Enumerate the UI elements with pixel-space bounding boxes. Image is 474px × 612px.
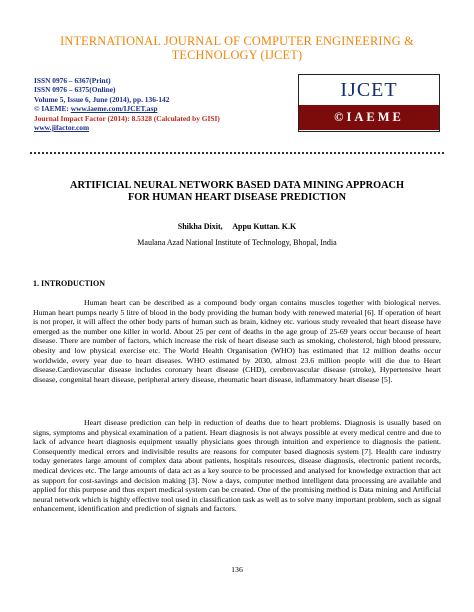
iaeme-prefix: © IAEME: — [34, 104, 71, 114]
intro-paragraph-1: Human heart can be described as a compound body organ contains muscles together with biological nerves. Human heart pumps nearly 5 litre of blood in the body providing the human body with renewed material [6]. If operation of heart is not proper, it will affect the other body parts of human such as brain, kidney etc. various study revealed that heart disease have emerged as the number one killer in world. About 25 per cent of deaths in the age group of 25-69 years occur because of heart disease. There are number of factors, which increase the risk of heart disease such as smoking, cholesterol, high blood pressure, obesity and low physical exercise etc. The World Health Organisation (WHO) has estimated that 12 million deaths occur worldwide, every year due to heart diseases. WHO estimated by 2030, almost 23.6 million people will die due to Heart disease.Cardiovascular disease includes coronary heart disease (CHD), cerebrovascular disease (stroke), Hypertensive heart disease, congenital heart disease, peripheral artery disease, rheumatic heart disease, inflammatory heart disease [5]. — [33, 298, 441, 384]
section-heading: 1. INTRODUCTION — [33, 279, 106, 288]
iaeme-link[interactable]: www.iaeme.com/IJCET.asp — [70, 104, 158, 114]
iaeme-line — [34, 104, 220, 113]
issn-online: ISSN 0976 – 6375(Online) — [34, 85, 116, 95]
logo-top-text: IJCET — [299, 75, 439, 105]
volume-info: Volume 5, Issue 6, June (2014), pp. 136-142 — [34, 94, 170, 104]
journal-title-line1: INTERNATIONAL JOURNAL OF COMPUTER ENGINEERING & — [60, 34, 414, 48]
paper-title-line2: FOR HUMAN HEART DISEASE PREDICTION — [128, 191, 346, 203]
impact-factor: Journal Impact Factor (2014): 8.5328 (Calculated by GISI) — [34, 113, 220, 123]
issn-print: ISSN 0976 – 6367(Print) — [34, 76, 111, 85]
paper-title-line1: ARTIFICIAL NEURAL NETWORK BASED DATA MINING APPROACH — [70, 180, 404, 191]
page-number: 136 — [231, 565, 243, 574]
ijcet-logo — [298, 74, 440, 132]
jifactor-link[interactable]: www.jifactor.com — [34, 123, 90, 133]
logo-bottom-text: ©IAEME — [299, 105, 439, 130]
dotted-divider — [30, 152, 444, 154]
journal-title — [0, 34, 474, 62]
intro-paragraph-2: Heart disease prediction can help in reduction of deaths due to heart problems. Diagnosis is usually based on signs, symptoms and physical examination of a patient. Heart diagnosis is not always possible at every medical centre and due to lack of advance heart diagnosis equipment usually physicians goes through intuition and experience to diagnosis the patient. Consequently medical errors and indivisible results are reasons for computer based diagnosis system [7]. Health care industry today generates large amount of complex data about patients, hospitals resources, disease diagnosis, electronic patient records, medical devices etc. The large amounts of data act as a key source to be processed and analysed for knowledge extraction that act as support for cost-savings and decision making [3]. Now a days, computer method intelligent data processing are available and applied for this purpose and thus expert medical system can be created. One of the promising method is Data mining and Artificial neural network which is highly effective tool used in classification task as well as to solve many important problem, such as signal enhancement, identification and prediction of signals and factors. — [33, 418, 441, 514]
journal-title-line2: TECHNOLOGY (IJCET) — [171, 48, 303, 62]
paper-title — [0, 180, 474, 203]
publication-meta — [34, 76, 220, 132]
institution: Maulana Azad National Institute of Technology, Bhopal, India — [137, 238, 337, 247]
authors: Shikha Dixit, Appu Kuttan. K.K — [177, 222, 297, 231]
